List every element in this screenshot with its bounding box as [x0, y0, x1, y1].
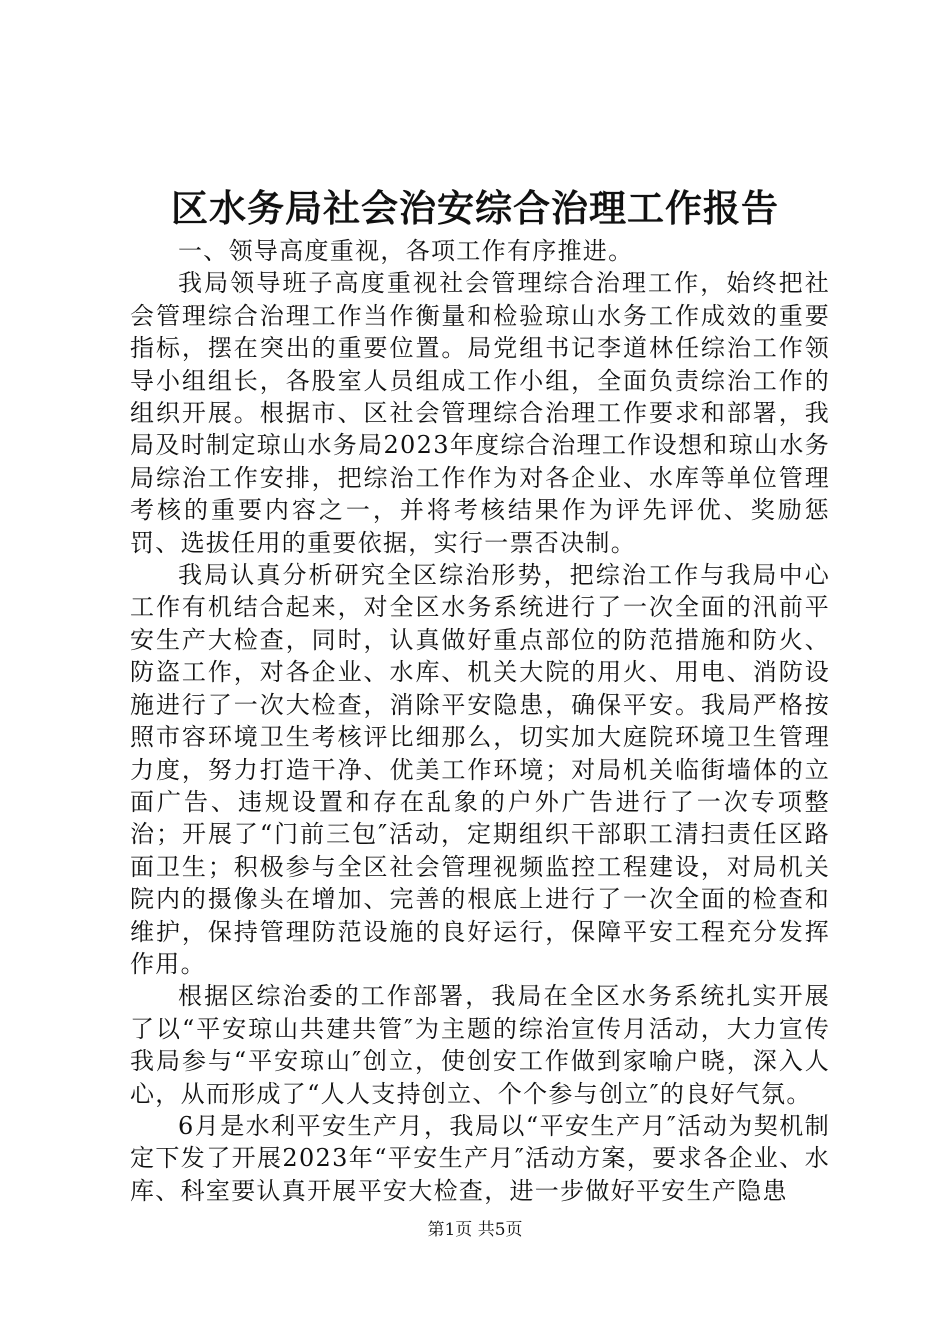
page-number-footer: 第1页 共5页	[427, 1220, 523, 1240]
paragraph: 6月是水利平安生产月，我局以“平安生产月″活动为契机制定下发了开展2023年“平安生产月″活动方案，要求各企业、水库、科室要认真开展平安大检查，进一步做好平安生产隐患	[130, 1111, 830, 1205]
document-title: 区水务局社会治安综合治理工作报告	[171, 186, 779, 230]
paragraph: 我局认真分析研究全区综治形势，把综治工作与我局中心工作有机结合起来，对全区水务系统进行了一次全面的汛前平安生产大检查，同时，认真做好重点部位的防范措施和防火、防盗工作，对各企业、水库、机关大院的用火、用电、消防设施进行了一次大检查，消除平安隐患，确保平安。我局严格按照市容环境卫生考核评比细那么，切实加大庭院环境卫生管理力度，努力打造干净、优美工作环境；对局机关临街墙体的立面广告、违规设置和存在乱象的户外广告进行了一次专项整治；开展了“门前三包″活动，定期组织干部职工清扫责任区路面卫生；积极参与全区社会管理视频监控工程建设，对局机关院内的摄像头在增加、完善的根底上进行了一次全面的检查和维护，保持管理防范设施的良好运行，保障平安工程充分发挥作用。	[130, 561, 830, 978]
section-heading: 一、领导高度重视，各项工作有序推进。	[178, 237, 634, 265]
paragraph: 我局领导班子高度重视社会管理综合治理工作，始终把社会管理综合治理工作当作衡量和检验琼山水务工作成效的重要指标，摆在突出的重要位置。局党组书记李道林任综治工作领导小组组长，各股室人员组成工作小组，全面负责综治工作的组织开展。根据市、区社会管理综合治理工作要求和部署，我局及时制定琼山水务局2023年度综合治理工作设想和琼山水务局综治工作安排，把综治工作作为对各企业、水库等单位管理考核的重要内容之一，并将考核结果作为评先评优、奖励惩罚、选拔任用的重要依据，实行一票否决制。	[130, 269, 830, 557]
paragraph: 根据区综治委的工作部署，我局在全区水务系统扎实开展了以“平安琼山共建共管″为主题的综治宣传月活动，大力宣传我局参与“平安琼山″创立，使创安工作做到家喻户晓，深入人心，从而形成了“人人支持创立、个个参与创立″的良好气氛。	[130, 982, 830, 1108]
document-body	[130, 235, 830, 1207]
